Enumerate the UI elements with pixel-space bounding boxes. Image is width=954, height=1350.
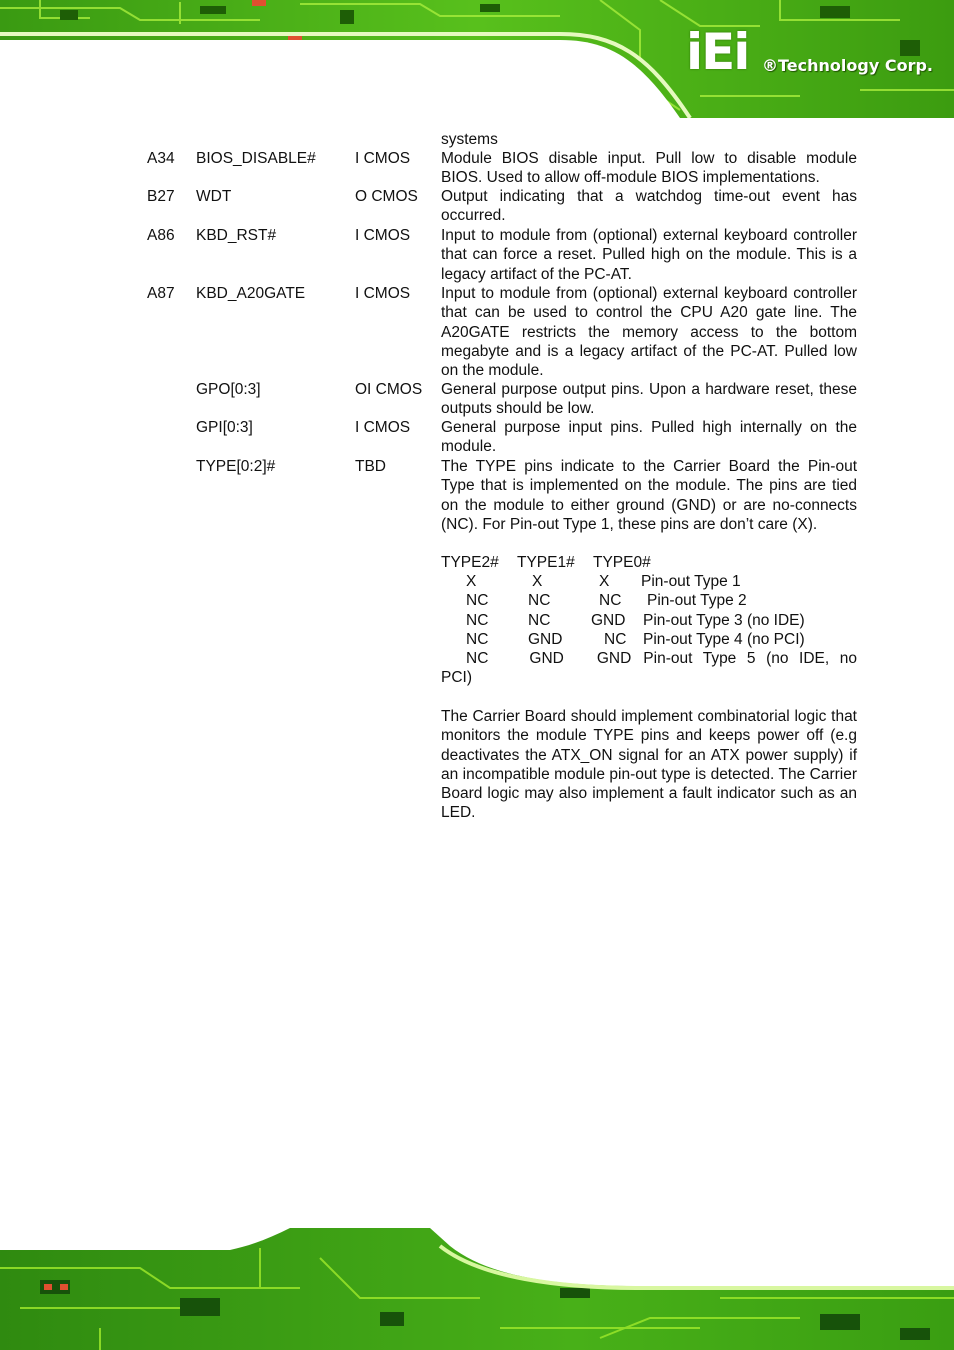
type-cell: NC	[466, 592, 489, 609]
type-cell: Pin-out Type 4 (no PCI)	[643, 631, 805, 648]
type-header-cell: TYPE2#	[441, 554, 499, 571]
logo-company-name: ®Technology Corp.	[762, 56, 933, 75]
signal-type-cell: TBD	[355, 458, 386, 475]
footer-banner	[0, 1228, 954, 1350]
description-cell: Input to module from (optional) external keyboard controller that can force a reset. Pulled high on the module. This is a legacy artifact of the PC-AT.	[441, 227, 857, 283]
signal-type-cell: I CMOS	[355, 150, 411, 167]
header-banner	[0, 0, 954, 118]
signal-type-cell: I CMOS	[355, 285, 411, 302]
signal-name-cell: BIOS_DISABLE#	[196, 150, 316, 167]
description-cell: Output indicating that a watchdog time-out event has occurred.	[441, 188, 857, 225]
description-cell: General purpose input pins. Pulled high internally on the module.	[441, 419, 857, 456]
signal-name-cell: WDT	[196, 188, 232, 205]
signal-type-cell: O CMOS	[355, 188, 418, 205]
signal-name-cell: KBD_RST#	[196, 227, 277, 244]
type-cell: GND	[529, 650, 564, 667]
type-cell: Pin-out Type 5 (no IDE, no PCI)	[441, 650, 857, 687]
type-cell: GND	[596, 650, 632, 667]
description-cell: General purpose output pins. Upon a hardware reset, these outputs should be low.	[441, 381, 857, 418]
type-header-cell: TYPE1#	[517, 554, 575, 571]
logo-mark: iEi	[686, 23, 749, 81]
type-cell: X	[466, 573, 477, 590]
type-cell: X	[532, 573, 543, 590]
company-logo	[686, 23, 948, 84]
type-cell: NC	[528, 592, 551, 609]
type-cell: NC	[466, 631, 489, 648]
type-cell: NC	[599, 592, 622, 609]
type-cell: GND	[528, 631, 563, 648]
signal-name-cell: TYPE[0:2]#	[196, 458, 276, 475]
signal-name-cell: GPO[0:3]	[196, 381, 261, 398]
type-cell: NC	[528, 612, 551, 629]
pin-cell: B27	[147, 188, 175, 205]
type-cell: NC	[466, 612, 489, 629]
description-cell: Input to module from (optional) external keyboard controller that can be used to control the CPU A20 gate line. The A20GATE restricts the memory access to the bottom megabyte and is a legacy artifact of the PC-AT. Pulled low on the module.	[441, 285, 857, 380]
pin-cell: A34	[147, 150, 175, 167]
type-cell: Pin-out Type 3 (no IDE)	[643, 612, 805, 629]
pin-cell: A87	[147, 285, 175, 302]
pin-cell: A86	[147, 227, 175, 244]
signal-type-cell: OI CMOS	[355, 381, 423, 398]
type-cell: NC	[604, 631, 627, 648]
signal-type-cell: I CMOS	[355, 227, 411, 244]
type-cell: Pin-out Type 2	[647, 592, 747, 609]
intro-text: systems	[441, 131, 498, 148]
signal-type-cell: I CMOS	[355, 419, 411, 436]
type-header-cell: TYPE0#	[593, 554, 651, 571]
type-cell: X	[599, 573, 610, 590]
type-cell: GND	[591, 612, 626, 629]
signal-name-cell: KBD_A20GATE	[196, 285, 306, 302]
description-cell: Module BIOS disable input. Pull low to disable module BIOS. Used to allow off-module BIOS implementations.	[441, 150, 857, 187]
signal-name-cell: GPI[0:3]	[196, 419, 253, 436]
type-cell: NC	[466, 650, 489, 667]
circuit-board-graphic	[0, 1228, 954, 1350]
closing-paragraph: The Carrier Board should implement combinatorial logic that monitors the module TYPE pins and keeps power off (e.g deactivates the ATX_ON signal for an ATX power supply) if an incompatible module pin-out type is detected. The Carrier Board logic may also implement a fault indicator such as an LED.	[441, 708, 857, 822]
type-cell: Pin-out Type 1	[641, 573, 741, 590]
type-table-row-last	[441, 649, 857, 688]
description-cell: The TYPE pins indicate to the Carrier Board the Pin-out Type that is implemented on the module. The pins are tied on the module to either ground (GND) or are no-connects (NC). For Pin-out Type 1, these pins are don’t care (X).	[441, 458, 857, 533]
